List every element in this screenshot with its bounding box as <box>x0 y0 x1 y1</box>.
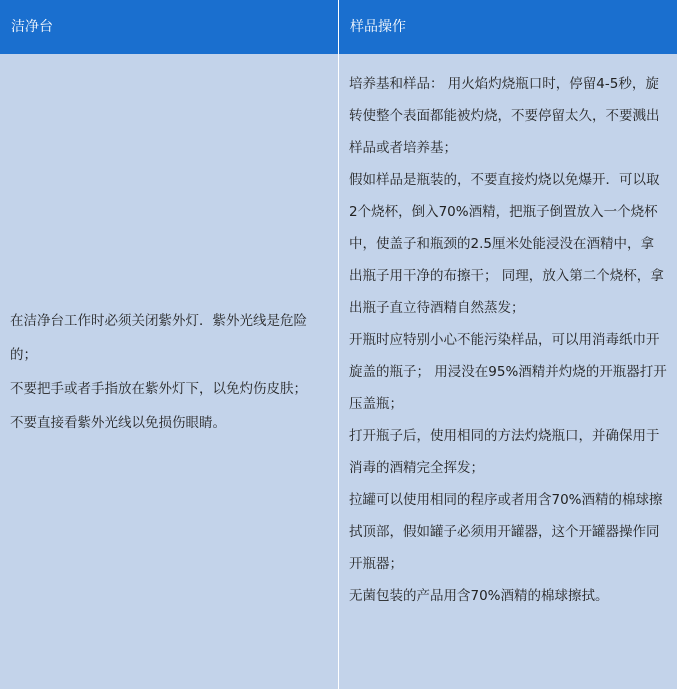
sample-handling-item: 假如样品是瓶装的，不要直接灼烧以免爆开．可以取2个烧杯，倒入70%酒精，把瓶子倒置放入一个烧杯中，使盖子和瓶颈的2.5厘米处能浸没在酒精中，拿出瓶子用干净的布擦干； 同理，放入第二个烧杯，拿出瓶子直立待酒精自然蒸发； <box>349 172 664 316</box>
sample-handling-item: 无菌包装的产品用含70%酒精的棉球擦拭。 <box>349 588 609 604</box>
clean-bench-item: 在洁净台工作时必须关闭紫外灯．紫外光线是危险的； <box>10 313 307 363</box>
sample-handling-item: 开瓶时应特别小心不能污染样品，可以用消毒纸巾开旋盖的瓶子； 用浸没在95%酒精并灼烧的开瓶器打开压盖瓶； <box>349 332 667 412</box>
header-sample-handling: 样品操作 <box>350 19 406 35</box>
sample-handling-item: 打开瓶子后，使用相同的方法灼烧瓶口，并确保用于消毒的酒精完全挥发； <box>349 428 660 476</box>
clean-bench-item: 不要把手或者手指放在紫外灯下，以免灼伤皮肤； <box>10 381 307 397</box>
clean-bench-item: 不要直接看紫外光线以免损伤眼睛。 <box>10 415 226 431</box>
table-body-row <box>0 54 677 690</box>
clean-bench-text <box>10 304 328 440</box>
header-clean-bench: 洁净台 <box>11 19 53 35</box>
sample-handling-item: 拉罐可以使用相同的程序或者用含70%酒精的棉球擦拭顶部，假如罐子必须用开罐器，这个开罐器操作同开瓶器； <box>349 492 663 572</box>
clean-bench-cell <box>0 54 338 690</box>
sample-handling-item: 培养基和样品： 用火焰灼烧瓶口时，停留4-5秒，旋转使整个表面都能被灼烧，不要停留太久，不要溅出样品或者培养基； <box>349 76 660 156</box>
sample-handling-cell <box>339 54 677 690</box>
table-header-row <box>0 0 677 54</box>
